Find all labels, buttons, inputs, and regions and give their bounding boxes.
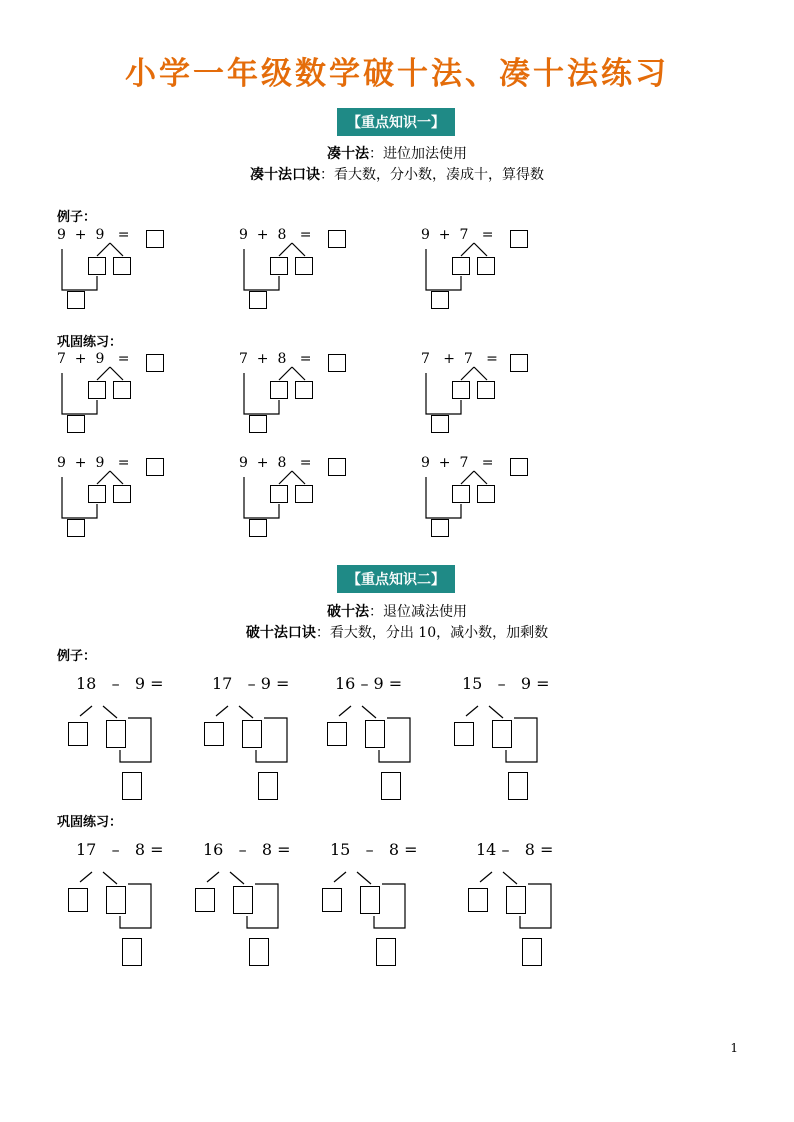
result-box[interactable]: [522, 938, 542, 966]
section2-rule: [0, 622, 794, 642]
addition-problem: [421, 227, 541, 310]
connector-lines: [330, 840, 331, 841]
subtraction-problem: [76, 674, 186, 814]
connector-lines: [76, 674, 77, 675]
sum-box[interactable]: [67, 291, 85, 309]
section1-definition: [0, 143, 794, 163]
connector-lines: [421, 458, 422, 459]
answer-box[interactable]: [510, 230, 528, 248]
sum-box[interactable]: [431, 519, 449, 537]
connector-line: [207, 872, 219, 882]
subtraction-problem: [76, 840, 186, 980]
result-box[interactable]: [381, 772, 401, 800]
connector-line: [474, 471, 487, 484]
split-box[interactable]: [270, 381, 288, 399]
split-box[interactable]: [68, 888, 88, 912]
subtraction-problem: [462, 674, 572, 814]
connector-line: [279, 243, 292, 256]
connector-lines: [239, 458, 240, 459]
result-box[interactable]: [376, 938, 396, 966]
connector-line: [334, 872, 346, 882]
connector-line: [489, 706, 503, 718]
split-box[interactable]: [113, 381, 131, 399]
result-box[interactable]: [508, 772, 528, 800]
connector-line: [239, 706, 253, 718]
connector-lines: [335, 674, 336, 675]
connector-line: [466, 706, 478, 716]
split-box[interactable]: [365, 720, 385, 748]
equation-text: 9 + 8 =: [239, 227, 312, 243]
addition-problem: [239, 455, 359, 538]
split-box[interactable]: [88, 485, 106, 503]
split-box[interactable]: [88, 257, 106, 275]
page-number: 1: [730, 1041, 738, 1055]
result-box[interactable]: [258, 772, 278, 800]
split-box[interactable]: [506, 886, 526, 914]
equation-text: 16 – 9 =: [335, 674, 403, 693]
equation-text: 14 – 8 =: [476, 840, 554, 859]
connector-lines: [57, 458, 58, 459]
example-label-1: 例子：: [57, 210, 97, 225]
connector-line: [292, 367, 305, 380]
addition-problem: [421, 351, 541, 434]
split-box[interactable]: [322, 888, 342, 912]
equation-text: 9 + 8 =: [239, 455, 312, 471]
sum-box[interactable]: [431, 415, 449, 433]
connector-line: [103, 706, 117, 718]
addition-problem: [57, 227, 177, 310]
split-box[interactable]: [327, 722, 347, 746]
result-box[interactable]: [122, 938, 142, 966]
split-box[interactable]: [477, 485, 495, 503]
connector-line: [216, 706, 228, 716]
split-box[interactable]: [113, 257, 131, 275]
example-label-2: 例子：: [57, 649, 97, 664]
split-box[interactable]: [270, 485, 288, 503]
sum-box[interactable]: [67, 415, 85, 433]
split-box[interactable]: [113, 485, 131, 503]
subtraction-problem: [335, 674, 445, 814]
split-box[interactable]: [452, 381, 470, 399]
definition-label: 凑十法: [327, 146, 369, 162]
result-box[interactable]: [122, 772, 142, 800]
split-box[interactable]: [88, 381, 106, 399]
split-box[interactable]: [106, 886, 126, 914]
connector-lines: [76, 840, 77, 841]
connector-lines: [476, 840, 477, 841]
equation-text: 17 – 8 =: [76, 840, 164, 859]
split-box[interactable]: [242, 720, 262, 748]
connector-line: [110, 367, 123, 380]
connector-line: [461, 471, 474, 484]
equation-text: 9 + 7 =: [421, 455, 494, 471]
answer-box[interactable]: [146, 458, 164, 476]
connector-line: [80, 706, 92, 716]
practice-label-2: 巩固练习：: [57, 815, 123, 830]
sum-box[interactable]: [249, 291, 267, 309]
equation-text: 9 + 9 =: [57, 227, 130, 243]
connector-lines: [239, 230, 240, 231]
result-box[interactable]: [249, 938, 269, 966]
connector-line: [103, 872, 117, 884]
connector-line: [80, 872, 92, 882]
connector-line: [97, 243, 110, 256]
connector-line: [339, 706, 351, 716]
section-badge-2: 【重点知识二】: [337, 565, 455, 593]
connector-line: [461, 243, 474, 256]
equation-text: 9 + 7 =: [421, 227, 494, 243]
split-box[interactable]: [295, 485, 313, 503]
equation-text: 7 + 9 =: [57, 351, 130, 367]
connector-lines: [239, 354, 240, 355]
subtraction-problem: [203, 840, 313, 980]
definition-text: ：退位减法使用: [369, 604, 467, 620]
rule-text: ：看大数，分出 10，减小数，加剩数: [315, 625, 549, 641]
rule-text: ：看大数，分小数，凑成十，算得数: [320, 167, 544, 183]
definition-label: 破十法: [327, 604, 369, 620]
subtraction-problem: [476, 840, 586, 980]
sum-box[interactable]: [249, 519, 267, 537]
section2-definition: [0, 601, 794, 621]
answer-box[interactable]: [146, 354, 164, 372]
equation-text: 17 – 9 =: [212, 674, 290, 693]
subtraction-problem: [330, 840, 440, 980]
split-box[interactable]: [233, 886, 253, 914]
connector-line: [110, 243, 123, 256]
answer-box[interactable]: [146, 230, 164, 248]
addition-problem: [239, 227, 359, 310]
connector-line: [279, 367, 292, 380]
connector-line: [357, 872, 371, 884]
split-box[interactable]: [452, 485, 470, 503]
connector-line: [503, 872, 517, 884]
connector-line: [461, 367, 474, 380]
connector-lines: [57, 230, 58, 231]
split-box[interactable]: [454, 722, 474, 746]
connector-line: [474, 367, 487, 380]
subtraction-problem: [212, 674, 322, 814]
addition-problem: [57, 455, 177, 538]
split-box[interactable]: [360, 886, 380, 914]
connector-lines: [421, 230, 422, 231]
connector-lines: [462, 674, 463, 675]
equation-text: 18 – 9 =: [76, 674, 164, 693]
definition-text: ：进位加法使用: [369, 146, 467, 162]
connector-line: [292, 243, 305, 256]
equation-text: 7 + 7 =: [421, 351, 498, 367]
split-box[interactable]: [295, 257, 313, 275]
section1-rule: [0, 164, 794, 184]
split-box[interactable]: [477, 257, 495, 275]
connector-line: [279, 471, 292, 484]
equation-text: 9 + 9 =: [57, 455, 130, 471]
sum-box[interactable]: [67, 519, 85, 537]
sum-box[interactable]: [431, 291, 449, 309]
split-box[interactable]: [204, 722, 224, 746]
split-box[interactable]: [295, 381, 313, 399]
connector-line: [474, 243, 487, 256]
connector-line: [110, 471, 123, 484]
split-box[interactable]: [452, 257, 470, 275]
rule-label: 凑十法口诀: [250, 167, 320, 183]
rule-label: 破十法口诀: [245, 625, 316, 641]
split-box[interactable]: [492, 720, 512, 748]
equation-text: 15 – 8 =: [330, 840, 418, 859]
answer-box[interactable]: [328, 354, 346, 372]
equation-text: 15 – 9 =: [462, 674, 550, 693]
split-box[interactable]: [270, 257, 288, 275]
split-box[interactable]: [195, 888, 215, 912]
split-box[interactable]: [477, 381, 495, 399]
equation-text: 16 – 8 =: [203, 840, 291, 859]
connector-lines: [212, 674, 213, 675]
sum-box[interactable]: [249, 415, 267, 433]
answer-box[interactable]: [328, 230, 346, 248]
connector-line: [362, 706, 376, 718]
practice-label-1: 巩固练习：: [57, 335, 123, 350]
connector-lines: [421, 354, 422, 355]
split-box[interactable]: [68, 722, 88, 746]
connector-line: [480, 872, 492, 882]
connector-line: [292, 471, 305, 484]
connector-line: [97, 367, 110, 380]
split-box[interactable]: [106, 720, 126, 748]
connector-lines: [203, 840, 204, 841]
answer-box[interactable]: [510, 354, 528, 372]
equation-text: 7 + 8 =: [239, 351, 312, 367]
addition-problem: [57, 351, 177, 434]
split-box[interactable]: [468, 888, 488, 912]
connector-lines: [57, 354, 58, 355]
section-badge-1: 【重点知识一】: [337, 108, 455, 136]
addition-problem: [421, 455, 541, 538]
answer-box[interactable]: [510, 458, 528, 476]
answer-box[interactable]: [328, 458, 346, 476]
addition-problem: [239, 351, 359, 434]
connector-line: [230, 872, 244, 884]
page-title: 小学一年级数学破十法、凑十法练习: [125, 56, 669, 92]
connector-line: [97, 471, 110, 484]
